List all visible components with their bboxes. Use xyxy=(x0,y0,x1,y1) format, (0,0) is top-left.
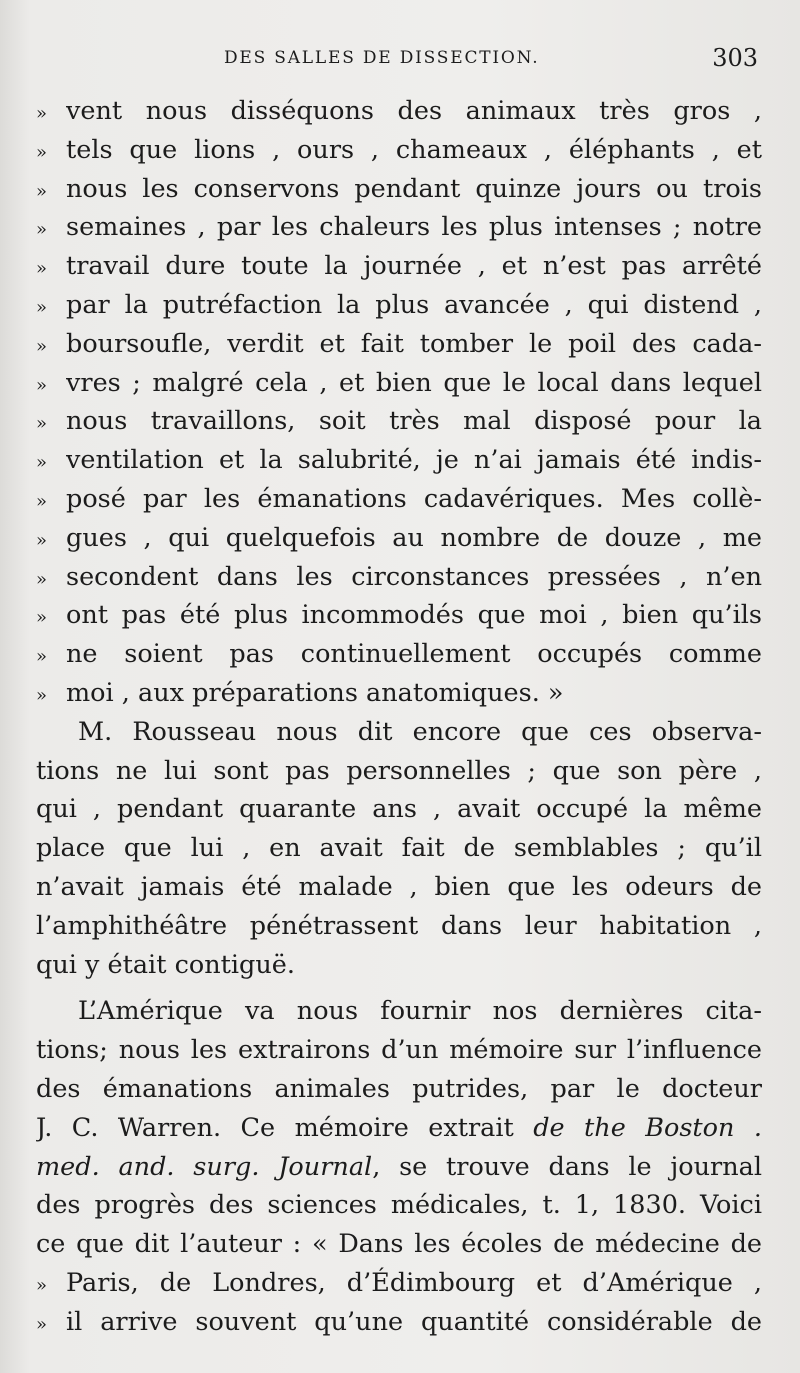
quote-mark: » xyxy=(36,646,48,668)
quote-line: » ont pas été plus incommodés que moi , bien qu’ils xyxy=(36,596,762,635)
paragraph-line: qui , pendant quarante ans , avait occupé la même xyxy=(36,794,762,825)
page-number: 303 xyxy=(712,44,758,72)
paragraph-line: ce que dit l’auteur : « Dans les écoles de médecine de xyxy=(36,1229,762,1260)
body-text xyxy=(36,92,762,1342)
quote-line: » ne soient pas continuellement occupés comme xyxy=(36,635,762,674)
quote-line: » vent nous disséquons des animaux très gros , xyxy=(36,92,762,131)
quote-mark: » xyxy=(36,141,48,163)
journal-title-italic: de the Boston . xyxy=(533,1112,762,1143)
quote-line: » par la putréfaction la plus avancée , qui distend , xyxy=(36,286,762,325)
paragraph-line: place que lui , en avait fait de semblables ; qu’il xyxy=(36,833,762,864)
quote-mark: » xyxy=(36,452,48,474)
quote-line: » gues , qui quelquefois au nombre de douze , me xyxy=(36,519,762,558)
quote-mark: » xyxy=(36,219,48,241)
paragraph-line: tions ne lui sont pas personnelles ; que son père , xyxy=(36,755,762,786)
quote-line: » ventilation et la salubrité, je n’ai jamais été indis- xyxy=(36,441,762,480)
paragraph-line: l’amphithéâtre pénétrassent dans leur habitation , xyxy=(36,910,762,941)
quote-mark: » xyxy=(36,103,48,124)
page-header xyxy=(0,44,800,78)
paragraph-line: M. Rousseau nous dit encore que ces observa- xyxy=(78,716,762,747)
quote-mark: » xyxy=(36,684,48,706)
paragraph-line: qui y était contiguë. xyxy=(36,949,295,980)
quote-mark: » xyxy=(36,335,48,357)
quote-mark: » xyxy=(36,607,48,629)
quote-line: » posé par les émanations cadavériques. Mes collè- xyxy=(36,480,762,519)
paragraph-line: tions; nous les extrairons d’un mémoire sur l’influence xyxy=(36,1035,762,1066)
paragraph-line: L’Amérique va nous fournir nos dernières cita- xyxy=(78,996,762,1027)
paragraph-line: des émanations animales putrides, par le docteur xyxy=(36,1073,762,1104)
running-head: DES SALLES DE DISSECTION. xyxy=(224,48,540,68)
quote-line: » Paris, de Londres, d’Édimbourg et d’Amérique , xyxy=(36,1264,762,1303)
journal-title-italic: med. and. surg. Journal xyxy=(36,1151,373,1182)
quote-mark: » xyxy=(36,180,48,202)
quote-line: » moi , aux préparations anatomiques. » xyxy=(36,674,762,713)
quote-line: » semaines , par les chaleurs les plus intenses ; notre xyxy=(36,208,762,247)
quote-line: » nous les conservons pendant quinze jours ou trois xyxy=(36,170,762,209)
paragraph-line: des progrès des sciences médicales, t. 1, 1830. Voici xyxy=(36,1190,762,1221)
quote-mark: » xyxy=(36,374,48,396)
quote-line: » boursoufle, verdit et fait tomber le poil des cada- xyxy=(36,325,762,364)
quote-line: » tels que lions , ours , chameaux , éléphants , et xyxy=(36,131,762,170)
paragraph-gap xyxy=(36,984,762,992)
quote-mark: » xyxy=(36,296,48,318)
quote-mark: » xyxy=(36,529,48,551)
paragraph-line: n’avait jamais été malade , bien que les odeurs de xyxy=(36,871,762,902)
quote-line: » il arrive souvent qu’une quantité considérable de xyxy=(36,1303,762,1342)
quote-line: » nous travaillons, soit très mal disposé pour la xyxy=(36,402,762,441)
quote-mark: » xyxy=(36,568,48,590)
quote-mark: » xyxy=(36,1274,48,1296)
paragraph-line: J. C. Warren. Ce mémoire extrait de the Boston . xyxy=(36,1112,762,1143)
quote-mark: » xyxy=(36,1313,48,1335)
quote-mark: » xyxy=(36,490,48,512)
paragraph-line: med. and. surg. Journal, se trouve dans le journal xyxy=(36,1151,762,1182)
quote-line: » secondent dans les circonstances pressées , n’en xyxy=(36,558,762,597)
quote-mark: » xyxy=(36,258,48,280)
quote-line: » vres ; malgré cela , et bien que le local dans lequel xyxy=(36,364,762,403)
quote-line: » travail dure toute la journée , et n’est pas arrêté xyxy=(36,247,762,286)
quote-mark: » xyxy=(36,413,48,435)
